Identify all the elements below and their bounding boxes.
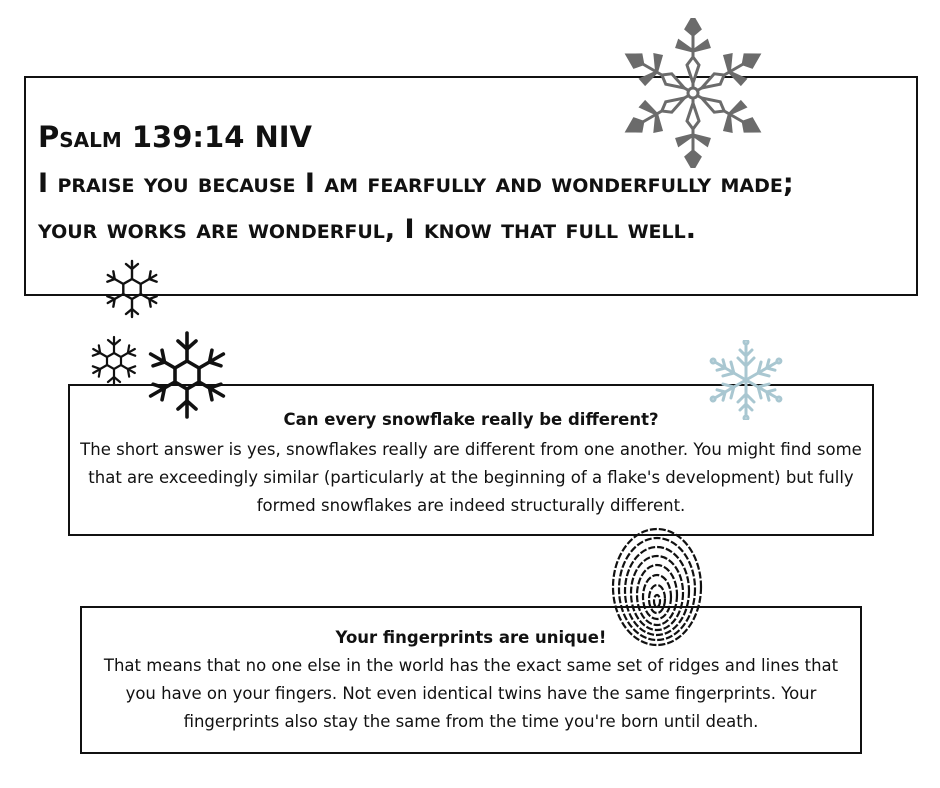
snowflake-icon [102, 258, 162, 320]
verse-reference: Psalm 139:14 NIV [38, 120, 312, 154]
fingerprint-icon [608, 522, 706, 648]
verse-line-1: I praise you because I am fearfully and wonderfully made; [38, 168, 794, 199]
snowflake-icon [146, 326, 228, 424]
snowflake-answer-text: The short answer is yes, snowflakes really are different from one another. You might find some that are exceedingly similar (particularly at the beginning of a flake's development) but fully formed snowflakes are indeed structurally different. [80, 440, 862, 515]
ornate-snowflake-icon [612, 18, 774, 168]
fingerprint-text: That means that no one else in the world has the exact same set of ridges and lines that you have on your fingers. Not even identical twins have the same fingerprints. Your fingerprints also stay the same from the time you're born until death. [103, 656, 839, 731]
fingerprint-info-box [80, 606, 862, 754]
snowflake-icon [88, 334, 140, 388]
snowflake-question-title: Can every snowflake really be different? [283, 410, 659, 429]
fingerprint-title: Your fingerprints are unique! [335, 628, 607, 647]
verse-line-2: your works are wonderful, I know that full well. [38, 214, 696, 245]
blue-snowflake-icon [704, 340, 788, 420]
